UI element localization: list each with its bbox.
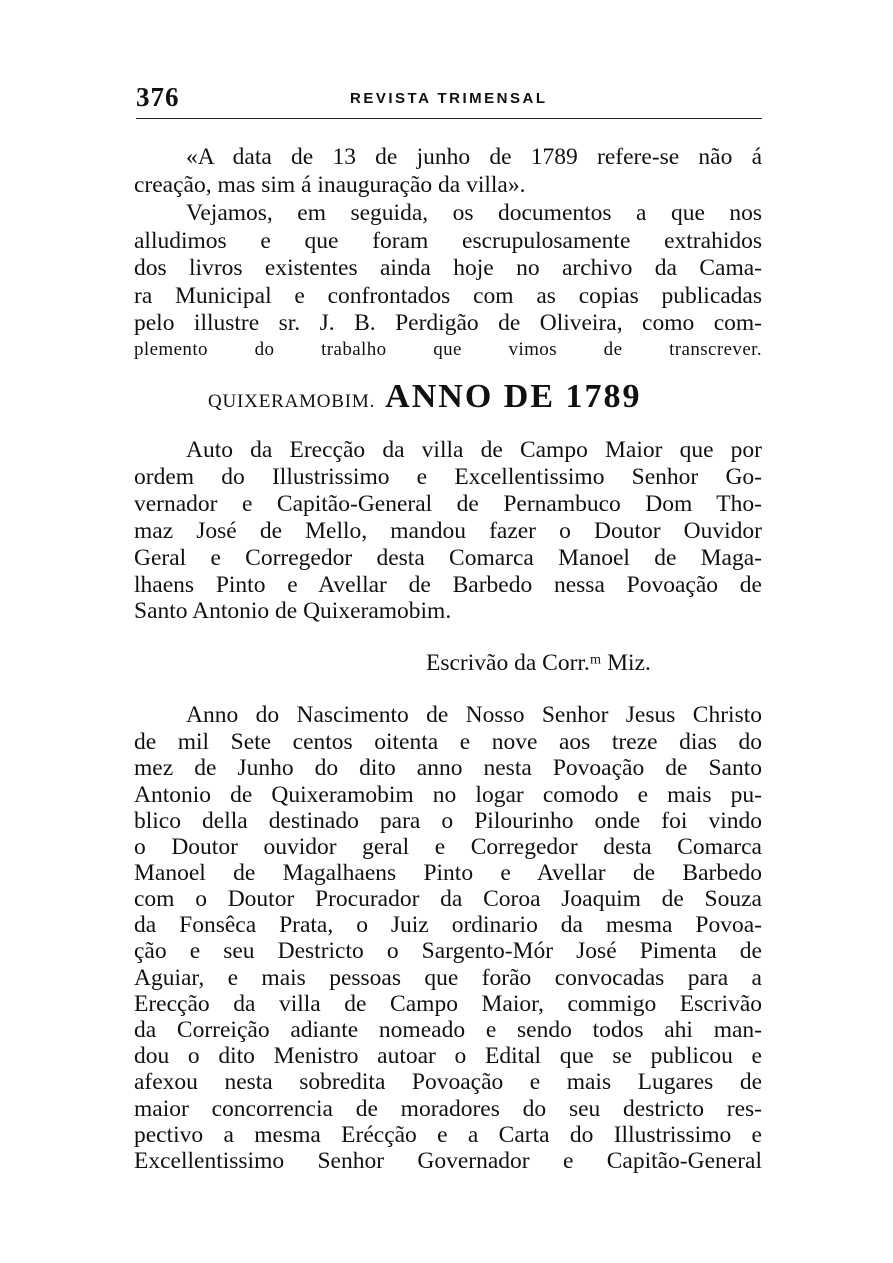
text-line: plemento do trabalho que vimos de transcrever. [134, 339, 762, 360]
text-line: vernador e Capitão-General de Pernambuco Dom Tho- [134, 491, 762, 517]
heading-title: ANNO DE 1789 [385, 378, 642, 415]
text-line: Anno do Nascimento de Nosso Senhor Jesus Christo [186, 702, 762, 728]
running-title: REVISTA TRIMENSAL [350, 90, 548, 107]
text-line: lhaens Pinto e Avellar de Barbedo nessa Povoação de [134, 572, 762, 598]
text-line: da Correição adiante nomeado e sendo todos ahi man- [134, 1017, 762, 1043]
scribe-signature: Escrivão da Corr.ᵐ Miz. [426, 650, 651, 676]
text-line: Geral e Corregedor desta Comarca Manoel de Maga- [134, 545, 762, 571]
text-line: ra Municipal e confrontados com as copias publicadas [134, 283, 762, 309]
text-line: pelo illustre sr. J. B. Perdigão de Oliveira, como com- [134, 310, 762, 336]
text-line: ordem do Illustrissimo e Excellentissimo Senhor Go- [134, 464, 762, 490]
page-header [136, 82, 762, 119]
text-line: afexou nesta sobredita Povoação e mais Lugares de [134, 1069, 762, 1095]
page-number: 376 [136, 82, 180, 112]
text-line: creação, mas sim á inauguração da villa». [134, 172, 526, 198]
text-line: blico della destinado para o Pilourinho onde foi vindo [134, 808, 762, 834]
text-line: maz José de Mello, mandou fazer o Doutor Ouvidor [134, 518, 762, 544]
text-line: pectivo a mesma Erécção e a Carta do Illustrissimo e [134, 1122, 762, 1148]
text-line: Auto da Erecção da villa de Campo Maior que por [186, 437, 762, 463]
text-line: Manoel de Magalhaens Pinto e Avellar de Barbedo [134, 860, 762, 886]
text-line: o Doutor ouvidor geral e Corregedor desta Comarca [134, 834, 762, 860]
text-line: ção e seu Destricto o Sargento-Mór José Pimenta de [134, 938, 762, 964]
text-line: com o Doutor Procurador da Coroa Joaquim de Souza [134, 886, 762, 912]
text-line: «A data de 13 de junho de 1789 refere-se não á [186, 144, 762, 170]
text-line: Vejamos, em seguida, os documentos a que nos [186, 200, 762, 226]
text-line: de mil Sete centos oitenta e nove aos treze dias do [134, 729, 762, 755]
section-heading [208, 378, 642, 418]
text-line: maior concorrencia de moradores do seu destricto res- [134, 1096, 762, 1122]
text-line: alludimos e que foram escrupulosamente extrahidos [134, 228, 762, 254]
text-line: dos livros existentes ainda hoje no archivo da Cama- [134, 255, 762, 281]
text-line: Santo Antonio de Quixeramobim. [134, 598, 452, 624]
text-line: dou o dito Menistro autoar o Edital que se publicou e [134, 1043, 762, 1069]
text-line: Antonio de Quixeramobim no logar comodo e mais pu- [134, 782, 762, 808]
text-line: Excellentissimo Senhor Governador e Capitão-General [134, 1148, 762, 1174]
text-line: Aguiar, e mais pessoas que forão convocadas para a [134, 965, 762, 991]
text-line: mez de Junho do dito anno nesta Povoação de Santo [134, 755, 762, 781]
heading-place: QUIXERAMOBIM. [208, 391, 376, 412]
text-line: Erecção da villa de Campo Maior, commigo Escrivão [134, 991, 762, 1017]
text-line: da Fonsêca Prata, o Juiz ordinario da mesma Povoa- [134, 912, 762, 938]
